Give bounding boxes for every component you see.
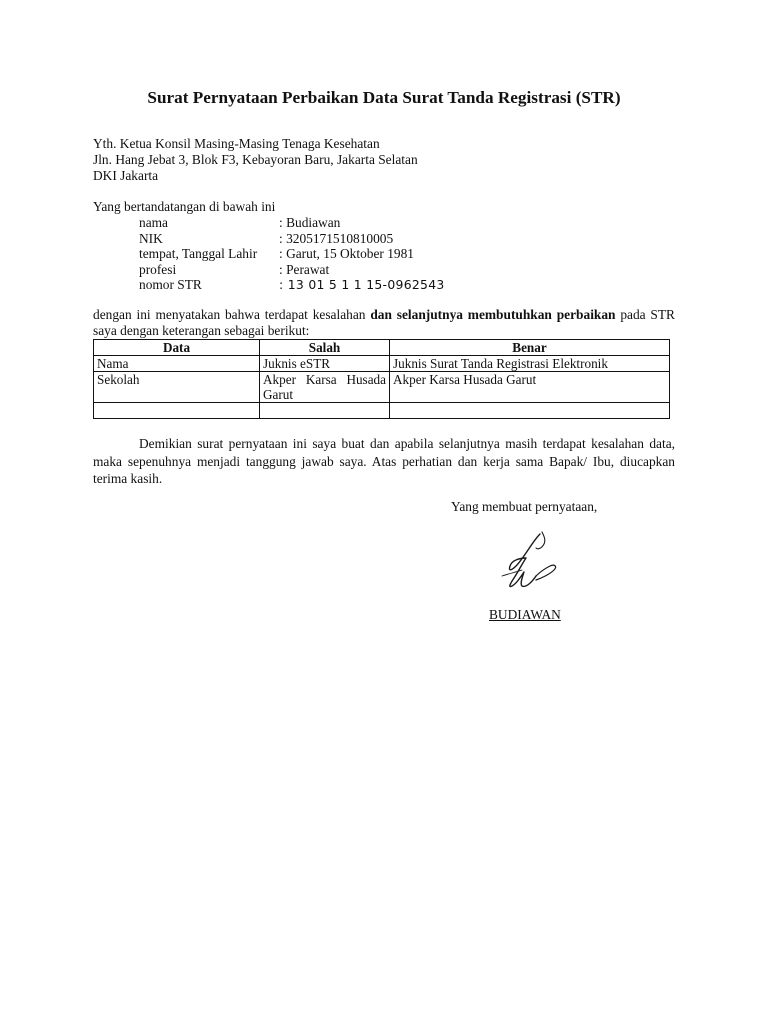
statement-text-2: pada STR saya dengan keterangan sebagai berikut: <box>93 307 675 338</box>
document-title: Surat Pernyataan Perbaikan Data Surat Tanda Registrasi (STR) <box>147 88 621 107</box>
identity-row-nik <box>139 231 445 247</box>
table-header-row <box>94 340 670 356</box>
cell-salah: Juknis eSTR <box>260 356 390 372</box>
header-data: Data <box>94 340 260 356</box>
identity-label: nama <box>139 215 168 230</box>
header-salah: Salah <box>260 340 390 356</box>
intro-text: Yang bertandatangan di bawah ini <box>93 199 276 214</box>
cell-benar <box>390 403 670 419</box>
identity-value: : 3205171510810005 <box>279 230 394 246</box>
identity-value: : Garut, 15 Oktober 1981 <box>279 246 414 262</box>
identity-label: tempat, Tanggal Lahir <box>139 246 258 262</box>
recipient-line-2: Jln. Hang Jebat 3, Blok F3, Kebayoran Baru, Jakarta Selatan <box>93 152 418 167</box>
cell-data <box>94 403 260 419</box>
identity-value: : 13 01 5 1 1 15-0962543 <box>279 277 445 293</box>
cell-data: Sekolah <box>94 372 260 403</box>
cell-data: Nama <box>94 356 260 372</box>
table-row <box>94 372 670 403</box>
recipient-address <box>93 136 418 184</box>
header-benar: Benar <box>390 340 670 356</box>
correction-table <box>93 339 670 419</box>
recipient-line-1: Yth. Ketua Konsil Masing-Masing Tenaga Kesehatan <box>93 136 380 151</box>
identity-value: : Budiawan <box>279 215 341 230</box>
signer-name: BUDIAWAN <box>489 607 561 622</box>
identity-row-ttl <box>139 246 445 262</box>
recipient-line-3: DKI Jakarta <box>93 168 159 183</box>
identity-row-str <box>139 277 445 293</box>
cell-benar: Akper Karsa Husada Garut <box>390 372 670 403</box>
identity-row-profesi <box>139 262 445 278</box>
statement-paragraph <box>93 307 675 338</box>
closing-paragraph-text: Demikian surat pernyataan ini saya buat dan apabila selanjutnya masih terdapat kesalahan data, maka sepenuhnya menjadi tanggung jawab saya. Atas perhatian dan kerja sama Bapak/ Ibu, diucapkan terima kasih. <box>93 436 675 486</box>
cell-salah <box>260 403 390 419</box>
closing-text: Yang membuat pernyataan, <box>451 499 598 514</box>
closing-paragraph <box>93 435 675 488</box>
identity-label: NIK <box>139 230 163 246</box>
identity-label: nomor STR <box>139 277 202 293</box>
table-row <box>94 403 670 419</box>
cell-benar: Juknis Surat Tanda Registrasi Elektronik <box>390 356 670 372</box>
signature-image <box>492 528 562 596</box>
table-row <box>94 356 670 372</box>
cell-salah: Akper Karsa Husada Garut <box>260 372 390 403</box>
identity-label: profesi <box>139 261 177 277</box>
statement-text-1: dengan ini menyatakan bahwa terdapat kesalahan <box>93 307 371 322</box>
identity-table <box>139 215 445 293</box>
identity-row-nama <box>139 215 445 231</box>
statement-bold-text: dan selanjutnya membutuhkan perbaikan <box>370 307 616 322</box>
identity-value: : Perawat <box>279 261 330 277</box>
